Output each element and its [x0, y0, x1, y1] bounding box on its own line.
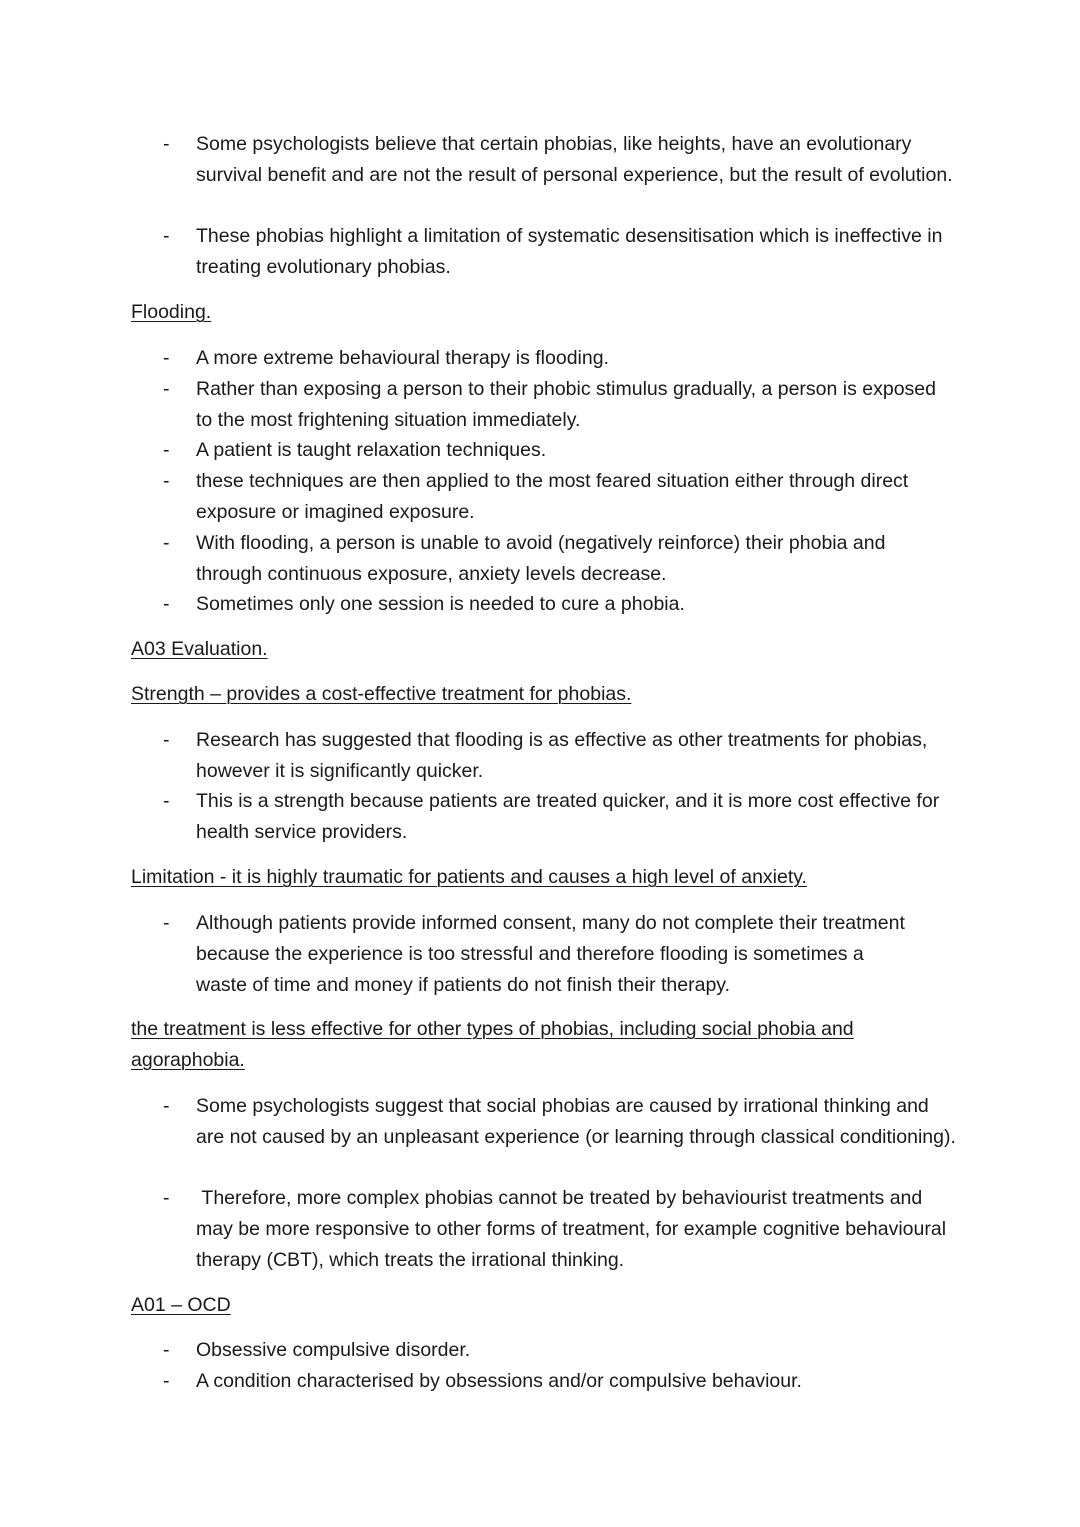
bullet-text: A condition characterised by obsessions and/or compulsive behaviour. — [196, 1370, 802, 1392]
bullet-dash: - — [163, 532, 170, 554]
bullet-dash: - — [163, 378, 170, 400]
bullet-dash: - — [163, 790, 170, 812]
bullet-text: these techniques are then applied to the most feared situation either through direct exposure or imagined exposure. — [196, 470, 909, 523]
bullet-dash: - — [163, 225, 170, 247]
section-heading-strength: Strength – provides a cost-effective treatment for phobias. — [131, 683, 632, 705]
bullet-text: Sometimes only one session is needed to cure a phobia. — [196, 593, 685, 615]
section-heading-ocd: A01 – OCD — [131, 1294, 231, 1316]
section-heading-flooding: Flooding. — [131, 301, 212, 323]
bullet-dash: - — [163, 1339, 170, 1361]
bullet-text: Although patients provide informed consent, many do not complete their treatment because the experience is too stressful and therefore flooding is sometimes a waste of time and money if patients do not finish their therapy. — [196, 912, 905, 996]
section-heading-limitation: Limitation - it is highly traumatic for patients and causes a high level of anxiety. — [131, 866, 807, 888]
bullet-dash: - — [163, 912, 170, 934]
bullet-dash: - — [163, 1370, 170, 1392]
bullet-text: Rather than exposing a person to their phobic stimulus gradually, a person is exposed to the most frightening situation immediately. — [196, 378, 936, 431]
bullet-text: Obsessive compulsive disorder. — [196, 1339, 471, 1361]
bullet-text: This is a strength because patients are treated quicker, and it is more cost effective for health service providers. — [196, 790, 940, 843]
bullet-text: Research has suggested that flooding is as effective as other treatments for phobias, however it is significantly quicker. — [196, 729, 928, 782]
bullet-text: Some psychologists believe that certain phobias, like heights, have an evolutionary survival benefit and are not the result of personal experience, but the result of evolution. — [196, 133, 953, 186]
bullet-text: With flooding, a person is unable to avoid (negatively reinforce) their phobia and through continuous exposure, anxiety levels decrease. — [196, 532, 886, 585]
bullet-dash: - — [163, 133, 170, 155]
bullet-dash: - — [163, 439, 170, 461]
bullet-dash: - — [163, 729, 170, 751]
bullet-text: These phobias highlight a limitation of systematic desensitisation which is ineffective in treating evolutionary phobias. — [196, 225, 943, 278]
bullet-text: A patient is taught relaxation techniques. — [196, 439, 547, 461]
bullet-text: Therefore, more complex phobias cannot be treated by behaviourist treatments and may be more responsive to other forms of treatment, for example cognitive behavioural therapy (CBT), which treats the irrational thinking. — [196, 1187, 952, 1271]
bullet-dash: - — [163, 470, 170, 492]
bullet-text: A more extreme behavioural therapy is flooding. — [196, 347, 609, 369]
section-heading-less-effective: the treatment is less effective for other types of phobias, including social phobia and agoraphobia. — [131, 1018, 854, 1071]
bullet-dash: - — [163, 1187, 170, 1209]
section-heading-evaluation: A03 Evaluation. — [131, 638, 268, 660]
bullet-text: Some psychologists suggest that social phobias are caused by irrational thinking and are not caused by an unpleasant experience (or learning through classical conditioning). — [196, 1095, 956, 1148]
bullet-dash: - — [163, 1095, 170, 1117]
bullet-dash: - — [163, 347, 170, 369]
bullet-dash: - — [163, 593, 170, 615]
